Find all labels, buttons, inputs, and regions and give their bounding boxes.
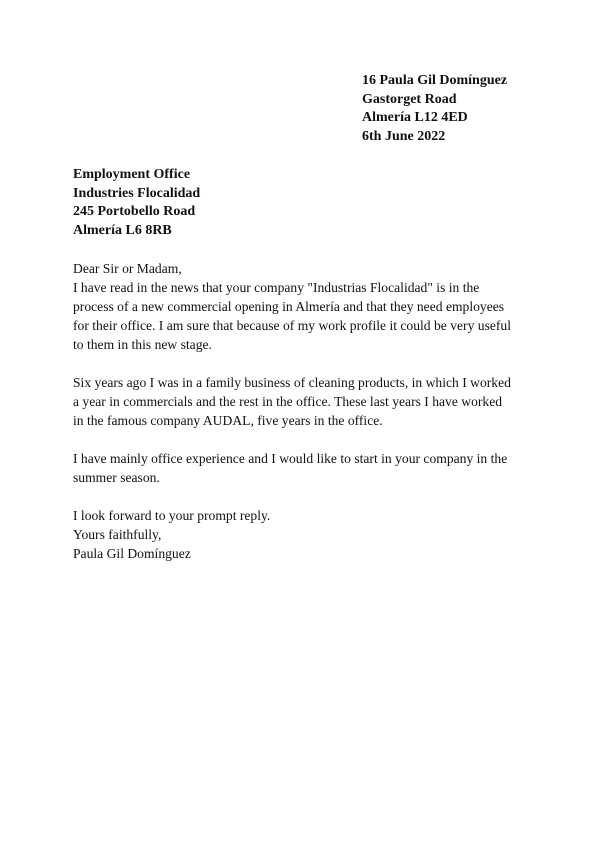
sender-street: Gastorget Road xyxy=(362,91,457,107)
paragraph-1 xyxy=(73,278,533,354)
paragraph-1-line: process of a new commercial opening in Almería and that they need employees xyxy=(73,299,505,314)
sender-name: 16 Paula Gil Domínguez xyxy=(362,73,508,88)
salutation: Dear Sir or Madam, xyxy=(73,261,182,276)
paragraph-3 xyxy=(73,449,533,487)
sender-address-block xyxy=(362,72,507,146)
letter-date: 6th June 2022 xyxy=(362,128,446,144)
sender-city-postcode: Almería L12 4ED xyxy=(362,110,468,125)
paragraph-spacer xyxy=(73,487,533,506)
paragraph-1-line: I have read in the news that your company "Industrias Flocalidad" is in the xyxy=(73,280,480,295)
closing-line: I look forward to your prompt reply. xyxy=(73,508,271,523)
paragraph-2 xyxy=(73,373,533,430)
paragraph-spacer xyxy=(73,430,533,449)
recipient-company: Industries Flocalidad xyxy=(73,185,201,201)
paragraph-2-line: a year in commercials and the rest in the office. These last years I have worked xyxy=(73,394,503,409)
sign-off: Yours faithfully, xyxy=(73,527,162,542)
paragraph-2-line: in the famous company AUDAL, five years in the office. xyxy=(73,413,383,428)
recipient-street: 245 Portobello Road xyxy=(73,204,196,219)
paragraph-1-line: for their office. I am sure that because of my work profile it could be very useful xyxy=(73,318,511,333)
paragraph-1-line: to them in this new stage. xyxy=(73,337,212,352)
paragraph-spacer xyxy=(73,354,533,373)
paragraph-3-line: I have mainly office experience and I would like to start in your company in the xyxy=(73,451,508,466)
recipient-address-block xyxy=(73,166,200,240)
paragraph-3-line: summer season. xyxy=(73,470,160,485)
letter-body xyxy=(73,259,533,563)
recipient-city-postcode: Almería L6 8RB xyxy=(73,222,172,238)
paragraph-2-line: Six years ago I was in a family business of cleaning products, in which I worked xyxy=(73,375,511,390)
signature-name: Paula Gil Domínguez xyxy=(73,546,191,561)
recipient-department: Employment Office xyxy=(73,167,191,182)
